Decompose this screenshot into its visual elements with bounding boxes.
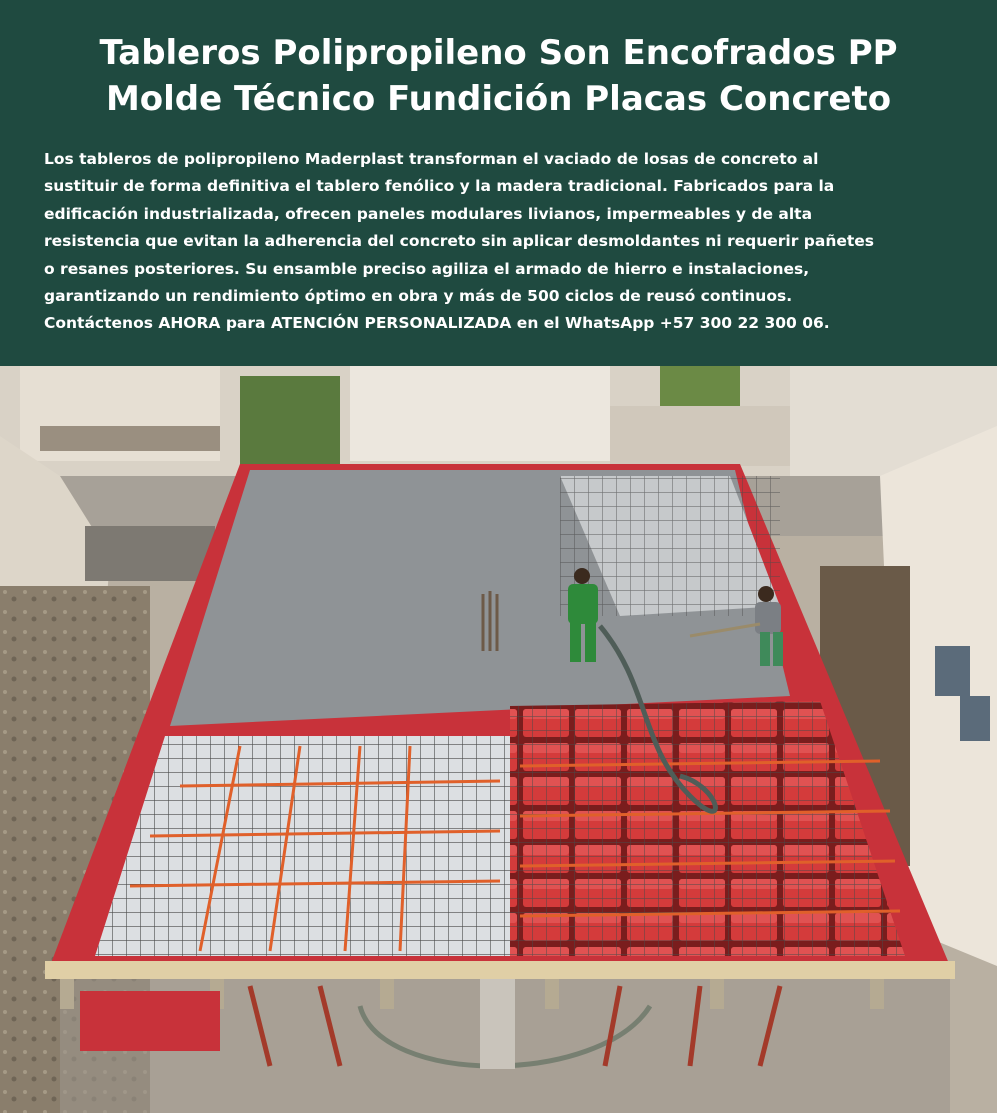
title-line-2: Molde Técnico Fundición Placas Concreto (105, 79, 892, 119)
description-line-1: Los tableros de polipropileno Maderplast transforman el vaciado de losas de concreto al (44, 150, 819, 168)
description-line-5: o resanes posteriores. Su ensamble preciso agiliza el armado de hierro e instalaciones, (44, 259, 810, 278)
description-line-4: resistencia que evitan la adherencia del concreto sin aplicar desmoldantes ni requerir pañetes (44, 232, 875, 251)
description-text (44, 146, 974, 338)
construction-photo (0, 366, 997, 1113)
title-line-1: Tableros Polipropileno Son Encofrados PP (99, 33, 898, 73)
header-banner (0, 0, 997, 366)
contact-line: Contáctenos AHORA para ATENCIÓN PERSONALIZADA en el WhatsApp +57 300 22 300 06. (44, 314, 830, 333)
description-line-2: sustituir de forma definitiva el tablero fenólico y la madera tradicional. Fabricados para la (44, 177, 835, 196)
page-title (0, 30, 997, 122)
description-line-3: edificación industrializada, ofrecen paneles modulares livianos, impermeables y de alta (44, 204, 813, 223)
wood-edge-beam (45, 961, 955, 979)
description-line-6: garantizando un rendimiento óptimo en obra y más de 500 ciclos de reusó continuos. (44, 287, 793, 306)
